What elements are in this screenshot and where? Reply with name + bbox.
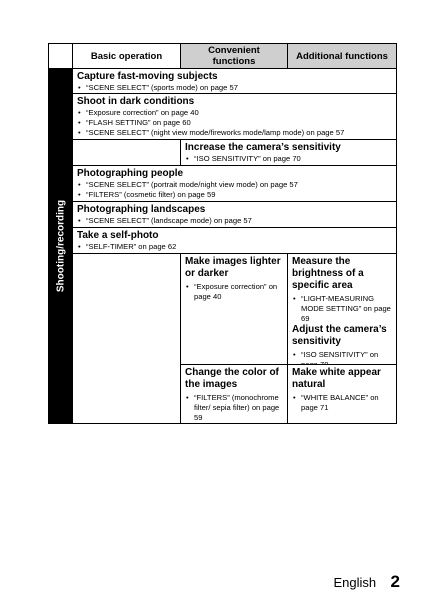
cell-title: Make white appear natural [292,367,381,390]
empty-cell [72,139,181,166]
list-item: • “WHITE BALANCE” on page 71 [292,393,392,413]
row-title: Capture fast-moving subjects [77,71,218,82]
bullet-list [77,216,392,226]
list-item: • “ISO SENSITIVITY” on [292,350,392,370]
list-item: • “SCENE SELECT” (landscape mode) on page 57 [77,216,392,226]
bullet-list [77,83,392,93]
row-title: Take a self-photo [77,230,159,241]
header-additional-functions: Additional functions [287,43,397,69]
header-blank [48,43,73,69]
bullet-list [77,108,392,138]
side-label: Shooting/recording [55,199,66,293]
bullet-list [292,294,392,324]
list-item: • “SCENE SELECT” (sports mode) on page 57 [77,83,392,93]
list-item: • “SCENE SELECT” (portrait mode/night view mode) on page 57 [77,180,392,190]
footer-language: English [333,575,377,590]
list-item: • “Exposure correction” on page 40 [77,108,392,118]
list-item: • “ISO SENSITIVITY” on page 70 [185,154,392,164]
row-title: Shoot in dark conditions [77,96,195,107]
cell-title: Change the color of the images [185,367,279,390]
bullet-list [77,180,392,200]
empty-cell [72,253,181,424]
bullet-list [185,154,392,164]
list-item: • “SELF-TIMER” on page 62 [77,242,392,252]
cell-white-natural [287,364,397,424]
row-increase-sensitivity [180,139,397,166]
row-title: Increase the camera’s sensitivity [185,142,341,153]
header-basic-operation: Basic operation [72,43,181,69]
row-photographing-people [72,165,397,202]
row-fast-moving [72,68,397,94]
cell-change-color [180,364,288,424]
page-number: 2 [390,572,400,591]
list-item: • “Exposure correction” on page 40 [185,282,283,302]
side-column [48,68,73,424]
row-title: Photographing people [77,168,184,179]
cell-title: Adjust the camera’s sensitivity [292,324,387,347]
header-convenient-functions: Convenient functions [180,43,288,69]
row-photographing-landscapes [72,201,397,228]
cell-title: Measure the brightness of a specific area [292,256,364,291]
bullet-list [185,282,283,302]
cell-measure-brightness [287,253,397,365]
list-item: • “SCENE SELECT” (night view mode/fireworks mode/lamp mode) on page 57 [77,128,392,138]
row-title: Photographing landscapes [77,204,206,215]
bullet-list [185,393,283,423]
row-dark-conditions [72,93,397,140]
page-footer [300,572,400,594]
bullet-list [77,242,392,252]
row-self-photo [72,227,397,254]
cell-title: Make images lighter or darker [185,256,281,279]
list-item: • “FILTERS” (monochrome filter/ sepia filter) on page 59 [185,393,283,423]
list-item: • “FILTERS” (cosmetic filter) on page 59 [77,190,392,200]
list-item: • “FLASH SETTING” on page 60 [77,118,392,128]
cell-lighter-darker [180,253,288,365]
list-item: • “LIGHT-MEASURING MODE SETTING” on page 69 [292,294,392,324]
bullet-list [292,393,392,413]
